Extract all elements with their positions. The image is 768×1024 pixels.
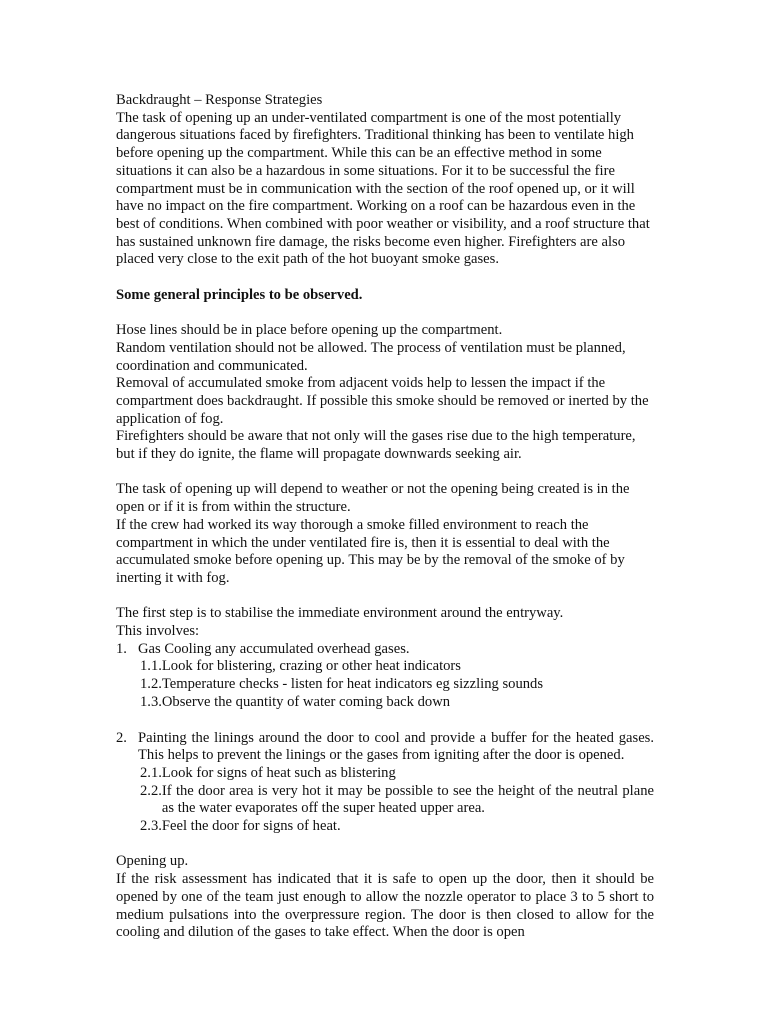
step-number: 2. <box>116 729 127 746</box>
opening-up-paragraph: If the risk assessment has indicated that it is safe to open up the door, then it should be opened by one of the team just enough to allow the nozzle operator to place 3 to 5 short to medium pulsations into the overpressure region. The door is then closed to allow for the cooling and dilution of the gases to take effect. When the door is open <box>116 871 654 941</box>
document-title: Backdraught – Response Strategies <box>116 92 323 108</box>
opening-task-paragraph: The task of opening up will depend to weather or not the opening being created is in the open or if it is from within the structure. <box>116 481 630 516</box>
spacer <box>116 269 654 287</box>
principle-item: Firefighters should be aware that not only will the gases rise due to the high temperature, but if they do ignite, the flame will propagate downwards seeking air. <box>116 428 636 463</box>
sub-step-number: 2.3. <box>140 818 162 835</box>
sub-step-text: Observe the quantity of water coming back down <box>161 693 451 710</box>
step-text: Painting the linings around the door to cool and provide a buffer for the heated gases. This helps to prevent the linings or the gases from igniting after the door is opened. <box>138 729 654 764</box>
sub-step <box>140 676 654 694</box>
first-step-paragraph: The first step is to stabilise the immediate environment around the entryway. <box>116 605 564 622</box>
sub-step <box>140 783 654 818</box>
principle-item: Random ventilation should not be allowed. The process of ventilation must be planned, coordination and communicated. <box>116 339 626 374</box>
sub-step-number: 1.3. <box>140 693 162 710</box>
sub-step <box>140 818 654 836</box>
principle-item: Removal of accumulated smoke from adjacent voids help to lessen the impact if the compartment does backdraught. If possible this smoke should be removed or inerted by the application of fog. <box>116 375 649 427</box>
sub-step <box>140 694 654 712</box>
sub-step <box>140 658 654 676</box>
numbered-step <box>116 641 654 659</box>
principles-heading: Some general principles to be observed. <box>116 286 363 303</box>
sub-step-number: 1.1. <box>140 658 162 675</box>
sub-step <box>140 765 654 783</box>
crew-paragraph: If the crew had worked its way thorough a smoke filled environment to reach the compartment in which the under ventilated fire is, then it is essential to deal with the accumulated smoke before opening up. This may be by the removal of the smoke of by inerting it with fog. <box>116 516 625 586</box>
spacer <box>116 588 654 606</box>
sub-step-text: Look for signs of heat such as blistering <box>161 764 396 781</box>
numbered-step <box>116 730 654 765</box>
sub-step-text: Temperature checks - listen for heat indicators eg sizzling sounds <box>161 676 544 693</box>
sub-step-text: If the door area is very hot it may be possible to see the height of the neutral plane as the water evaporates off the super heated upper area. <box>161 782 654 817</box>
involves-label: This involves: <box>116 623 200 640</box>
sub-step-number: 1.2. <box>140 676 162 693</box>
opening-up-heading: Opening up. <box>116 853 189 870</box>
intro-paragraph: The task of opening up an under-ventilated compartment is one of the most potentially dangerous situations faced by firefighters. Traditional thinking has been to ventilate high before opening up the compartment. While this can be an effective method in some situations it can also be a hazardous in some situations. For it to be successful the fire compartment must be in communication with the section of the roof opened up, or it will have no impact on the fire compartment. Working on a roof can be hazardous even in the best of conditions. When combined with poor weather or visibility, and a roof structure that has sustained unknown fire damage, the risks become even higher. Firefighters are also placed very close to the exit path of the hot buoyant smoke gases. <box>116 109 650 268</box>
principle-item: Hose lines should be in place before opening up the compartment. <box>116 322 503 339</box>
sub-step-text: Look for blistering, crazing or other heat indicators <box>161 658 461 675</box>
spacer <box>116 464 654 482</box>
sub-step-text: Feel the door for signs of heat. <box>161 818 341 835</box>
document-page <box>116 92 654 942</box>
step-number: 1. <box>116 640 127 657</box>
sub-step-number: 2.2. <box>140 782 162 799</box>
spacer <box>116 836 654 854</box>
sub-step-number: 2.1. <box>140 764 162 781</box>
spacer <box>116 304 654 322</box>
step-text: Gas Cooling any accumulated overhead gases. <box>138 640 410 657</box>
spacer <box>116 712 654 730</box>
